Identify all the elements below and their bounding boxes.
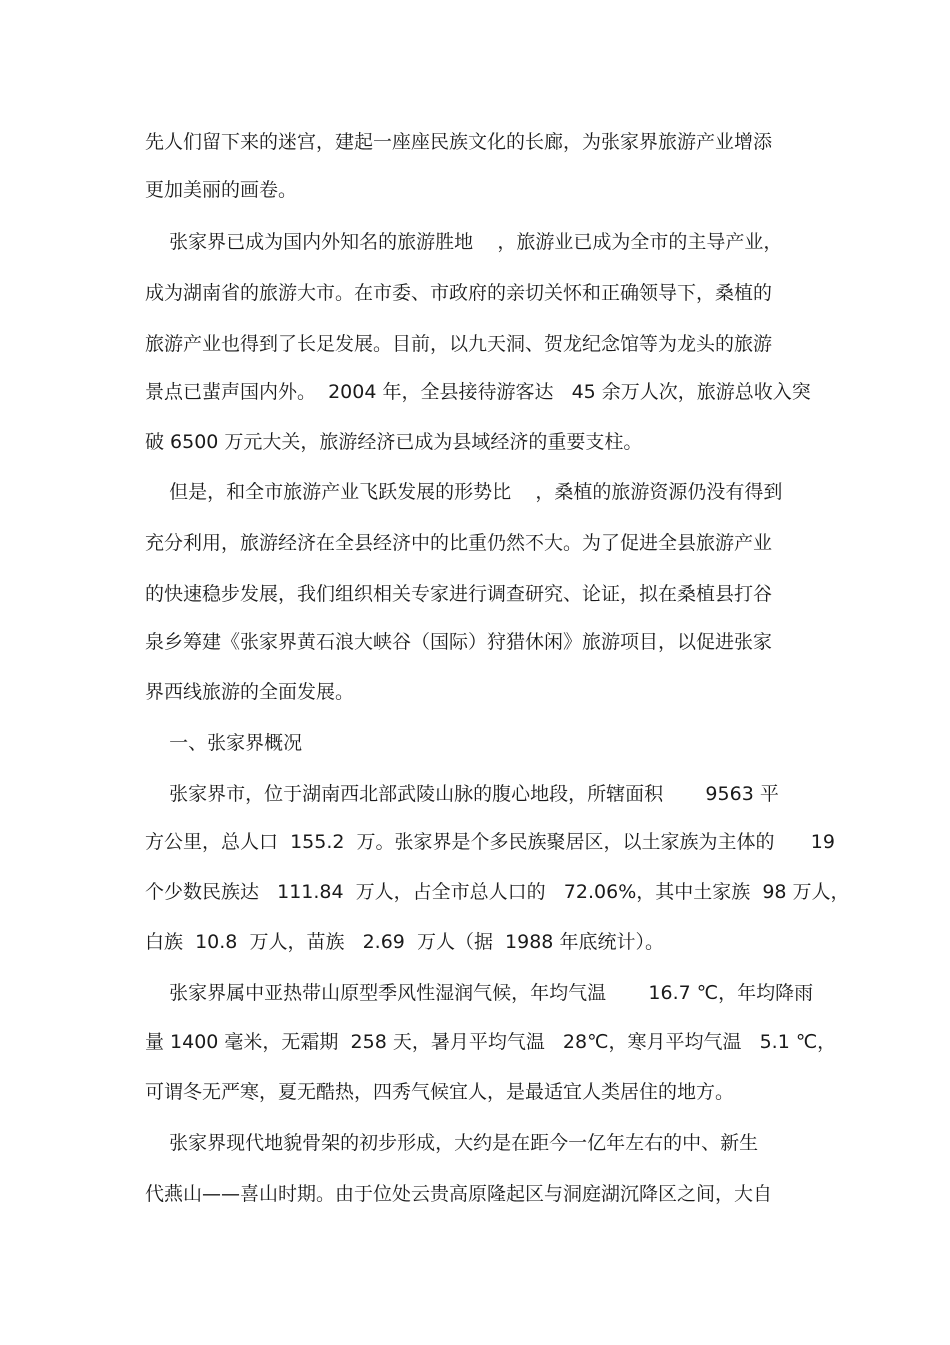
text-line: 张家界市，位于湖南西北部武陵山脉的腹心地段，所辖面积 9563 平 [145, 783, 779, 805]
text-line: 界西线旅游的全面发展。 [145, 681, 355, 703]
text-line: 方公里，总人口 155.2 万。张家界是个多民族聚居区，以土家族为主体的 19 [145, 831, 835, 853]
text-line: 张家界属中亚热带山原型季风性湿润气候，年均气温 16.7 ℃，年均降雨 [145, 982, 814, 1004]
text-line: 可谓冬无严寒，夏无酷热，四秀气候宜人，是最适宜人类居住的地方。 [145, 1081, 735, 1103]
text-line: 成为湖南省的旅游大市。在市委、市政府的亲切关怀和正确领导下，桑植的 [145, 282, 773, 304]
text-line: 个少数民族达 111.84 万人，占全市总人口的 72.06%，其中土家族 98 万人， [145, 881, 850, 903]
section-heading: 一、张家界概况 [145, 732, 303, 754]
text-line: 旅游产业也得到了长足发展。目前，以九天洞、贺龙纪念馆等为龙头的旅游 [145, 333, 773, 355]
text-line: 张家界已成为国内外知名的旅游胜地 ，旅游业已成为全市的主导产业， [145, 231, 783, 253]
text-line: 充分利用，旅游经济在全县经济中的比重仍然不大。为了促进全县旅游产业 [145, 532, 773, 554]
text-line: 的快速稳步发展，我们组织相关专家进行调查研究、论证，拟在桑植县打谷 [145, 583, 773, 605]
text-line: 先人们留下来的迷宫，建起一座座民族文化的长廊，为张家界旅游产业增添 [145, 131, 773, 153]
text-line: 张家界现代地貌骨架的初步形成，大约是在距今一亿年左右的中、新生 [145, 1132, 759, 1154]
text-line: 景点已蜚声国内外。 2004 年，全县接待游客达 45 余万人次，旅游总收入突 [145, 381, 811, 403]
text-line: 破 6500 万元大关，旅游经济已成为县域经济的重要支柱。 [145, 431, 643, 453]
text-line: 更加美丽的画卷。 [145, 179, 298, 201]
text-line: 白族 10.8 万人，苗族 2.69 万人（据 1988 年底统计）。 [145, 931, 664, 953]
text-line: 代燕山——喜山时期。由于位处云贵高原隆起区与洞庭湖沉降区之间，大自 [145, 1183, 773, 1205]
text-line: 但是，和全市旅游产业飞跃发展的形势比 ，桑植的旅游资源仍没有得到 [145, 481, 783, 503]
text-line: 量 1400 毫米，无霜期 258 天，暑月平均气温 28℃，寒月平均气温 5.1 ℃， [145, 1031, 837, 1053]
text-line: 泉乡筹建《张家界黄石浪大峡谷（国际）狩猎休闲》旅游项目，以促进张家 [145, 631, 773, 653]
